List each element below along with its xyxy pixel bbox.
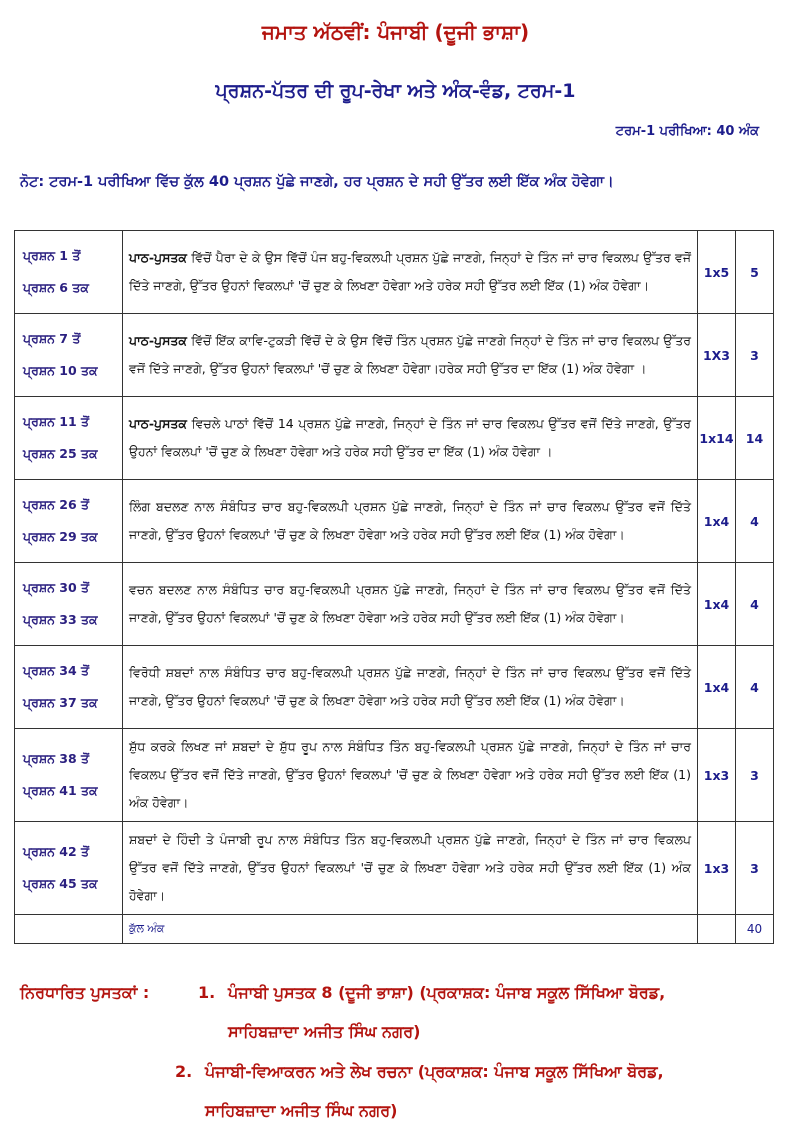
description-lead: ਪਾਠ-ਪੁਸਤਕ xyxy=(129,333,187,348)
question-from: ਪ੍ਰਸ਼ਨ 7 ਤੋਂ xyxy=(23,331,81,346)
question-from: ਪ੍ਰਸ਼ਨ 34 ਤੋਂ xyxy=(23,663,90,678)
book2-publisher-place: ਸਾਹਿਬਜ਼ਾਦਾ ਅਜੀਤ ਸਿੰਘ ਨਗਰ) xyxy=(205,1101,398,1120)
question-description xyxy=(123,231,698,314)
question-from: ਪ੍ਰਸ਼ਨ 30 ਤੋਂ xyxy=(23,580,90,595)
book2-number: 2. xyxy=(175,1062,193,1081)
row-total: 3 xyxy=(736,729,774,822)
question-description xyxy=(123,822,698,915)
question-from: ਪ੍ਰਸ਼ਨ 1 ਤੋਂ xyxy=(23,248,81,263)
table-row xyxy=(15,646,774,729)
row-total: 4 xyxy=(736,646,774,729)
row-total: 4 xyxy=(736,480,774,563)
paper-title: ਪ੍ਰਸ਼ਨ-ਪੱਤਰ ਦੀ ਰੂਪ-ਰੇਖਾ ਅਤੇ ਅੰਕ-ਵੰਡ, ਟਰਮ-1 xyxy=(215,80,576,102)
question-range xyxy=(15,646,123,729)
row-total: 14 xyxy=(736,397,774,480)
question-to: ਪ੍ਰਸ਼ਨ 41 ਤਕ xyxy=(23,783,98,798)
table-row xyxy=(15,397,774,480)
class-title: ਜਮਾਤ ਅੱਠਵੀਂ: ਪੰਜਾਬੀ (ਦੂਜੀ ਭਾਸ਼ਾ) xyxy=(261,20,530,44)
table-row xyxy=(15,314,774,397)
question-to: ਪ੍ਰਸ਼ਨ 37 ਤਕ xyxy=(23,695,98,710)
description-text: ਸ਼ੁੱਧ ਕਰਕੇ ਲਿਖਣ ਜਾਂ ਸ਼ਬਦਾਂ ਦੇ ਸ਼ੁੱਧ ਰੂਪ ਨਾਲ ਸੰਬੰਧਿਤ ਤਿੰਨ ਬਹੁ-ਵਿਕਲਪੀ ਪ੍ਰਸ਼ਨ ਪੁੱਛੇ ਜਾਣਗੇ, ਜਿਨ੍ਹਾਂ ਦੇ ਤਿੰਨ ਜਾਂ ਚਾਰ ਵਿਕਲਪ ਉੱਤਰ ਵਜੋਂ ਦਿੱਤੇ ਜਾਣਗੇ, ਉੱਤਰ ਉਹਨਾਂ ਵਿਕਲਪਾਂ 'ਚੋਂ ਚੁਣ ਕੇ ਲਿਖਣਾ ਹੋਵੇਗਾ ਅਤੇ ਹਰੇਕ ਸਹੀ ਉੱਤਰ ਲਈ ਇੱਕ (1) ਅੰਕ ਹੋਵੇਗਾ। xyxy=(129,739,691,810)
question-to: ਪ੍ਰਸ਼ਨ 29 ਤਕ xyxy=(23,529,98,544)
question-range xyxy=(15,822,123,915)
book1-title: ਪੰਜਾਬੀ ਪੁਸਤਕ 8 (ਦੂਜੀ ਭਾਸ਼ਾ) (ਪ੍ਰਕਾਸ਼ਕ: ਪੰਜਾਬ ਸਕੂਲ ਸਿੱਖਿਆ ਬੋਰਡ, xyxy=(228,983,666,1002)
table-row xyxy=(15,822,774,915)
book1-publisher-place: ਸਾਹਿਬਜ਼ਾਦਾ ਅਜੀਤ ਸਿੰਘ ਨਗਰ) xyxy=(228,1022,421,1041)
marks-formula: 1x4 xyxy=(698,480,736,563)
table-row xyxy=(15,729,774,822)
question-description xyxy=(123,314,698,397)
question-range xyxy=(15,397,123,480)
question-description xyxy=(123,729,698,822)
row-total: 3 xyxy=(736,822,774,915)
question-range xyxy=(15,563,123,646)
question-to: ਪ੍ਰਸ਼ਨ 45 ਤਕ xyxy=(23,876,98,891)
question-from: ਪ੍ਰਸ਼ਨ 42 ਤੋਂ xyxy=(23,844,90,859)
question-from: ਪ੍ਰਸ਼ਨ 11 ਤੋਂ xyxy=(23,414,90,429)
total-value: 40 xyxy=(736,915,774,944)
marks-formula: 1x3 xyxy=(698,822,736,915)
question-description xyxy=(123,397,698,480)
marks-formula: 1x14 xyxy=(698,397,736,480)
question-range xyxy=(15,314,123,397)
note: ਨੋਟ: ਟਰਮ-1 ਪਰੀਖਿਆ ਵਿੱਚ ਕੁੱਲ 40 ਪ੍ਰਸ਼ਨ ਪੁੱਛੇ ਜਾਣਗੇ, ਹਰ ਪ੍ਰਸ਼ਨ ਦੇ ਸਹੀ ਉੱਤਰ ਲਈ ਇੱਕ ਅੰਕ ਹੋਵੇਗਾ। xyxy=(20,174,614,190)
question-from: ਪ੍ਰਸ਼ਨ 26 ਤੋਂ xyxy=(23,497,90,512)
question-description xyxy=(123,480,698,563)
description-text: ਵਿੱਚੋਂ ਪੈਰਾ ਦੇ ਕੇ ਉਸ ਵਿੱਚੋਂ ਪੰਜ ਬਹੁ-ਵਿਕਲਪੀ ਪ੍ਰਸ਼ਨ ਪੁੱਛੇ ਜਾਣਗੇ, ਜਿਨ੍ਹਾਂ ਦੇ ਤਿੰਨ ਜਾਂ ਚਾਰ ਵਿਕਲਪ ਉੱਤਰ ਵਜੋਂ ਦਿੱਤੇ ਜਾਣਗੇ, ਉੱਤਰ ਉਹਨਾਂ ਵਿਕਲਪਾਂ 'ਚੋਂ ਚੁਣ ਕੇ ਲਿਖਣਾ ਹੋਵੇਗਾ ਅਤੇ ਹਰੇਕ ਸਹੀ ਉੱਤਰ ਲਈ ਇੱਕ (1) ਅੰਕ ਹੋਵੇਗਾ। xyxy=(129,250,691,293)
description-text: ਵਿੱਚੋਂ ਇੱਕ ਕਾਵਿ-ਟੁਕੜੀ ਵਿੱਚੋਂ ਦੇ ਕੇ ਉਸ ਵਿੱਚੋਂ ਤਿੰਨ ਪ੍ਰਸ਼ਨ ਪੁੱਛੇ ਜਾਣਗੇ ਜਿਨ੍ਹਾਂ ਦੇ ਤਿੰਨ ਜਾਂ ਚਾਰ ਵਿਕਲਪ ਉੱਤਰ ਵਜੋਂ ਦਿੱਤੇ ਜਾਣਗੇ, ਉੱਤਰ ਉਹਨਾਂ ਵਿਕਲਪਾਂ 'ਚੋਂ ਚੁਣ ਕੇ ਲਿਖਣਾ ਹੋਵੇਗਾ।ਹਰੇਕ ਸਹੀ ਉੱਤਰ ਦਾ ਇੱਕ (1) ਅੰਕ ਹੋਵੇਗਾ । xyxy=(129,333,691,376)
row-total: 3 xyxy=(736,314,774,397)
question-range xyxy=(15,729,123,822)
description-text: ਸ਼ਬਦਾਂ ਦੇ ਹਿੰਦੀ ਤੇ ਪੰਜਾਬੀ ਰੂਪ ਨਾਲ ਸੰਬੰਧਿਤ ਤਿੰਨ ਬਹੁ-ਵਿਕਲਪੀ ਪ੍ਰਸ਼ਨ ਪੁੱਛੇ ਜਾਣਗੇ, ਜਿਨ੍ਹਾਂ ਦੇ ਤਿੰਨ ਜਾਂ ਚਾਰ ਵਿਕਲਪ ਉੱਤਰ ਵਜੋਂ ਦਿੱਤੇ ਜਾਣਗੇ, ਉੱਤਰ ਉਹਨਾਂ ਵਿਕਲਪਾਂ 'ਚੋਂ ਚੁਣ ਕੇ ਲਿਖਣਾ ਹੋਵੇਗਾ ਅਤੇ ਹਰੇਕ ਸਹੀ ਉੱਤਰ ਲਈ ਇੱਕ (1) ਅੰਕ ਹੋਵੇਗਾ। xyxy=(129,832,691,903)
question-to: ਪ੍ਰਸ਼ਨ 10 ਤਕ xyxy=(23,363,98,378)
question-from: ਪ੍ਰਸ਼ਨ 38 ਤੋਂ xyxy=(23,751,90,766)
description-text: ਵਿਰੋਧੀ ਸ਼ਬਦਾਂ ਨਾਲ ਸੰਬੰਧਿਤ ਚਾਰ ਬਹੁ-ਵਿਕਲਪੀ ਪ੍ਰਸ਼ਨ ਪੁੱਛੇ ਜਾਣਗੇ, ਜਿਨ੍ਹਾਂ ਦੇ ਤਿੰਨ ਜਾਂ ਚਾਰ ਵਿਕਲਪ ਉੱਤਰ ਵਜੋਂ ਦਿੱਤੇ ਜਾਣਗੇ, ਉੱਤਰ ਉਹਨਾਂ ਵਿਕਲਪਾਂ 'ਚੋਂ ਚੁਣ ਕੇ ਲਿਖਣਾ ਹੋਵੇਗਾ ਅਤੇ ਹਰੇਕ ਸਹੀ ਉੱਤਰ ਲਈ ਇੱਕ (1) ਅੰਕ ਹੋਵੇਗਾ। xyxy=(129,665,691,708)
marks-distribution-table xyxy=(14,230,774,944)
total-label: ਕੁੱਲ ਅੰਕ xyxy=(123,915,698,944)
table-row xyxy=(15,231,774,314)
description-text: ਵਚਨ ਬਦਲਣ ਨਾਲ ਸੰਬੰਧਿਤ ਚਾਰ ਬਹੁ-ਵਿਕਲਪੀ ਪ੍ਰਸ਼ਨ ਪੁੱਛੇ ਜਾਣਗੇ, ਜਿਨ੍ਹਾਂ ਦੇ ਤਿੰਨ ਜਾਂ ਚਾਰ ਵਿਕਲਪ ਉੱਤਰ ਵਜੋਂ ਦਿੱਤੇ ਜਾਣਗੇ, ਉੱਤਰ ਉਹਨਾਂ ਵਿਕਲਪਾਂ 'ਚੋਂ ਚੁਣ ਕੇ ਲਿਖਣਾ ਹੋਵੇਗਾ ਅਤੇ ਹਰੇਕ ਸਹੀ ਉੱਤਰ ਲਈ ਇੱਕ (1) ਅੰਕ ਹੋਵੇਗਾ। xyxy=(129,582,691,625)
marks-formula: 1x5 xyxy=(698,231,736,314)
description-lead: ਪਾਠ-ਪੁਸਤਕ xyxy=(129,416,187,431)
description-text: ਲਿੰਗ ਬਦਲਣ ਨਾਲ ਸੰਬੰਧਿਤ ਚਾਰ ਬਹੁ-ਵਿਕਲਪੀ ਪ੍ਰਸ਼ਨ ਪੁੱਛੇ ਜਾਣਗੇ, ਜਿਨ੍ਹਾਂ ਦੇ ਤਿੰਨ ਜਾਂ ਚਾਰ ਵਿਕਲਪ ਉੱਤਰ ਵਜੋਂ ਦਿੱਤੇ ਜਾਣਗੇ, ਉੱਤਰ ਉਹਨਾਂ ਵਿਕਲਪਾਂ 'ਚੋਂ ਚੁਣ ਕੇ ਲਿਖਣਾ ਹੋਵੇਗਾ ਅਤੇ ਹਰੇਕ ਸਹੀ ਉੱਤਰ ਲਈ ਇੱਕ (1) ਅੰਕ ਹੋਵੇਗਾ। xyxy=(129,499,691,542)
question-to: ਪ੍ਰਸ਼ਨ 6 ਤਕ xyxy=(23,280,89,295)
description-lead: ਪਾਠ-ਪੁਸਤਕ xyxy=(129,250,187,265)
exam-marks: ਟਰਮ-1 ਪਰੀਖਿਆ: 40 ਅੰਕ xyxy=(615,124,759,139)
total-row-empty-cell xyxy=(698,915,736,944)
question-range xyxy=(15,231,123,314)
question-description xyxy=(123,646,698,729)
books-heading: ਨਿਰਧਾਰਿਤ ਪੁਸਤਕਾਂ : xyxy=(20,983,150,1002)
marks-formula: 1X3 xyxy=(698,314,736,397)
marks-formula: 1x4 xyxy=(698,563,736,646)
total-row xyxy=(15,915,774,944)
marks-formula: 1x4 xyxy=(698,646,736,729)
question-range xyxy=(15,480,123,563)
book2-title: ਪੰਜਾਬੀ-ਵਿਆਕਰਨ ਅਤੇ ਲੇਖ ਰਚਨਾ (ਪ੍ਰਕਾਸ਼ਕ: ਪੰਜਾਬ ਸਕੂਲ ਸਿੱਖਿਆ ਬੋਰਡ, xyxy=(205,1062,664,1081)
table-row xyxy=(15,563,774,646)
description-text: ਵਿਚਲੇ ਪਾਠਾਂ ਵਿੱਚੋਂ 14 ਪ੍ਰਸ਼ਨ ਪੁੱਛੇ ਜਾਣਗੇ, ਜਿਨ੍ਹਾਂ ਦੇ ਤਿੰਨ ਜਾਂ ਚਾਰ ਵਿਕਲਪ ਉੱਤਰ ਵਜੋਂ ਦਿੱਤੇ ਜਾਣਗੇ, ਉੱਤਰ ਉਹਨਾਂ ਵਿਕਲਪਾਂ 'ਚੋਂ ਚੁਣ ਕੇ ਲਿਖਣਾ ਹੋਵੇਗਾ ਅਤੇ ਹਰੇਕ ਸਹੀ ਉੱਤਰ ਦਾ ਇੱਕ (1) ਅੰਕ ਹੋਵੇਗਾ । xyxy=(129,416,691,459)
row-total: 4 xyxy=(736,563,774,646)
marks-formula: 1x3 xyxy=(698,729,736,822)
question-description xyxy=(123,563,698,646)
row-total: 5 xyxy=(736,231,774,314)
total-row-empty-cell xyxy=(15,915,123,944)
question-to: ਪ੍ਰਸ਼ਨ 33 ਤਕ xyxy=(23,612,98,627)
book1-number: 1. xyxy=(198,983,216,1002)
table-row xyxy=(15,480,774,563)
question-to: ਪ੍ਰਸ਼ਨ 25 ਤਕ xyxy=(23,446,98,461)
